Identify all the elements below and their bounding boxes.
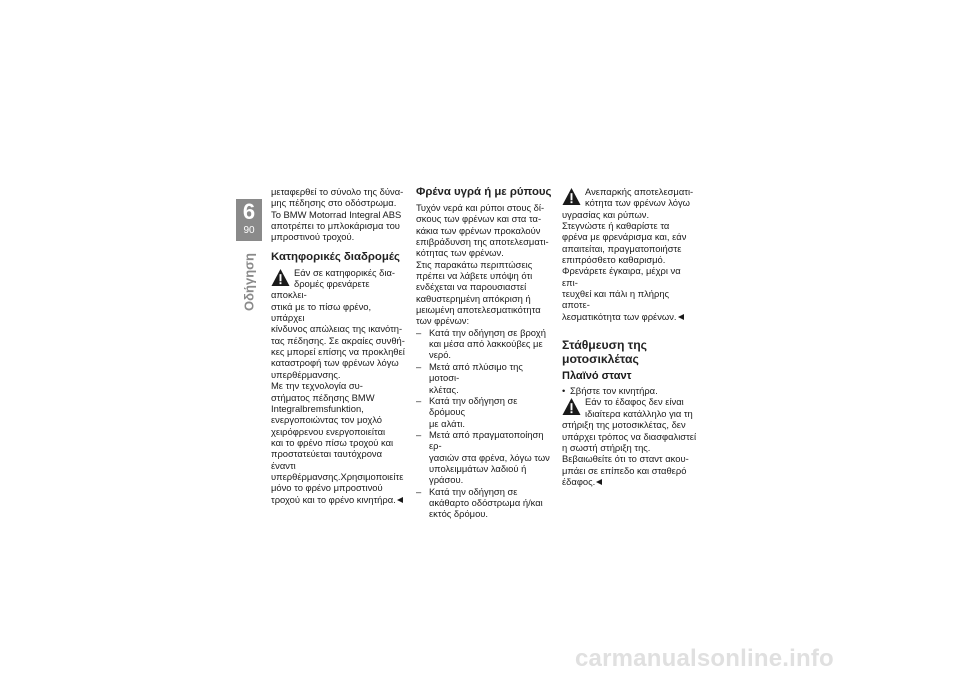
intro-text: μεταφερθεί το σύνολο της δύνα- μης πέδησης στο οδόστρωμα. Το BMW Motorrad Integral ABS αποτρέπει το μπλοκάρισμα του μπροστινού τροχού. [271,186,404,243]
warning-block: Εάν σε κατηφορικές δια- δρομές φρενάρετε αποκλει- [271,266,395,301]
section-heading: Φρένα υγρά ή με ρύπους [416,186,552,198]
chapter-number: 6 [242,199,256,224]
list-item: – Κατά την οδήγηση σε ακάθαρτο οδόστρωμα ή/και εκτός δρόμου. [416,485,543,520]
watermark: carmanualsonline.info [575,645,834,672]
list-item: – Κατά την οδήγηση σε δρόμους με αλάτι. [416,394,518,429]
column-2 [416,186,552,520]
column-3 [562,186,698,487]
warning-text: υγρασίας και ρύπων. Στεγνώστε ή καθαρίστε τα φρένα με φρενάρισμα και, εάν απαιτείται, πραγματοποιήστε επιπρόσθετο καθαρισμό. Φρενάρετε έγκαιρα, μέχρι να επι- τευχθεί και πάλι η πλήρης αποτε- λεσματικότητα των φρένων. [562,208,687,322]
end-of-section-icon [678,314,684,320]
list-item: – Μετά από πραγματοποίηση ερ- γασιών στα φρένα, λόγω των υπολειμμάτων λαδιού ή γράσου. [416,428,550,486]
warning-triangle-icon [271,268,290,287]
chapter-side-label: Οδήγηση [241,253,257,311]
section-heading: Κατηφορικές διαδρομές [271,250,400,263]
end-of-section-icon [397,497,403,503]
subsection-heading: Πλαϊνό σταντ [562,370,632,383]
warning-block: Εάν το έδαφος δεν είναι ιδιαίτερα κατάλληλο για τη [562,396,698,419]
warning-text: στήριξη της μοτοσικλέτας, δεν υπάρχει τρόπος να διασφαλιστεί η σωστή στήριξη της. Βεβαιωθείτε ότι το σταντ ακου- μπάει σε επίπεδο και σταθερό έδαφος. [562,419,697,487]
section-heading: Στάθμευση της μοτοσικλέτας [562,338,648,367]
warning-block: Ανεπαρκής αποτελεσματι- κότητα των φρένων λόγω [562,186,698,209]
warning-triangle-icon [562,187,581,206]
bullet-item: • Σβήστε τον κινητήρα. [562,385,658,397]
intro-text: Τυχόν νερά και ρύποι στους δί- σκους των φρένων και στα τα- κάκια των φρένων προκαλούν επιβράδυνση της αποτελεσματι- κότητας των φρένων. Στις παρακάτω περιπτώσεις πρέπει να λάβετε υπόψη ότι ενδέχεται να παρουσιαστεί καθυστερημένη απόκριση ή μειωμένη αποτελεσματικότητα των φρένων: [416,202,549,327]
body-text: στικά με το πίσω φρένο, υπάρχει κίνδυνος απώλειας της ικανότη- τας πέδησης. Σε ακραίες συνθή- κες μπορεί επίσης να προκληθεί καταστροφή των φρένων λόγω υπερθέρμανσης. Με την τεχνολογία συ- στήματος πέδησης BMW Integralbremsfunktion, ενεργοποιώντας τον μοχλό χειρόφρενου ενεργοποιείται και το φρένο πίσω τροχού και προστατεύεται ταυτόχρονα έναντι υπερθέρμανσης.Χρησιμοποιείτε μόνο το φρένο μπροστινού τροχού και το φρένο κινητήρα. [271,300,405,505]
end-of-section-icon [596,479,602,485]
page-number: 90 [243,225,255,236]
list-item: – Μετά από πλύσιμο της μοτοσι- κλέτας. [416,360,523,395]
chapter-tab [236,199,262,241]
column-1 [271,186,407,505]
list-item: – Κατά την οδήγηση σε βροχή και μέσα από λακκούβες με νερό. [416,326,546,361]
warning-triangle-icon [562,397,581,416]
